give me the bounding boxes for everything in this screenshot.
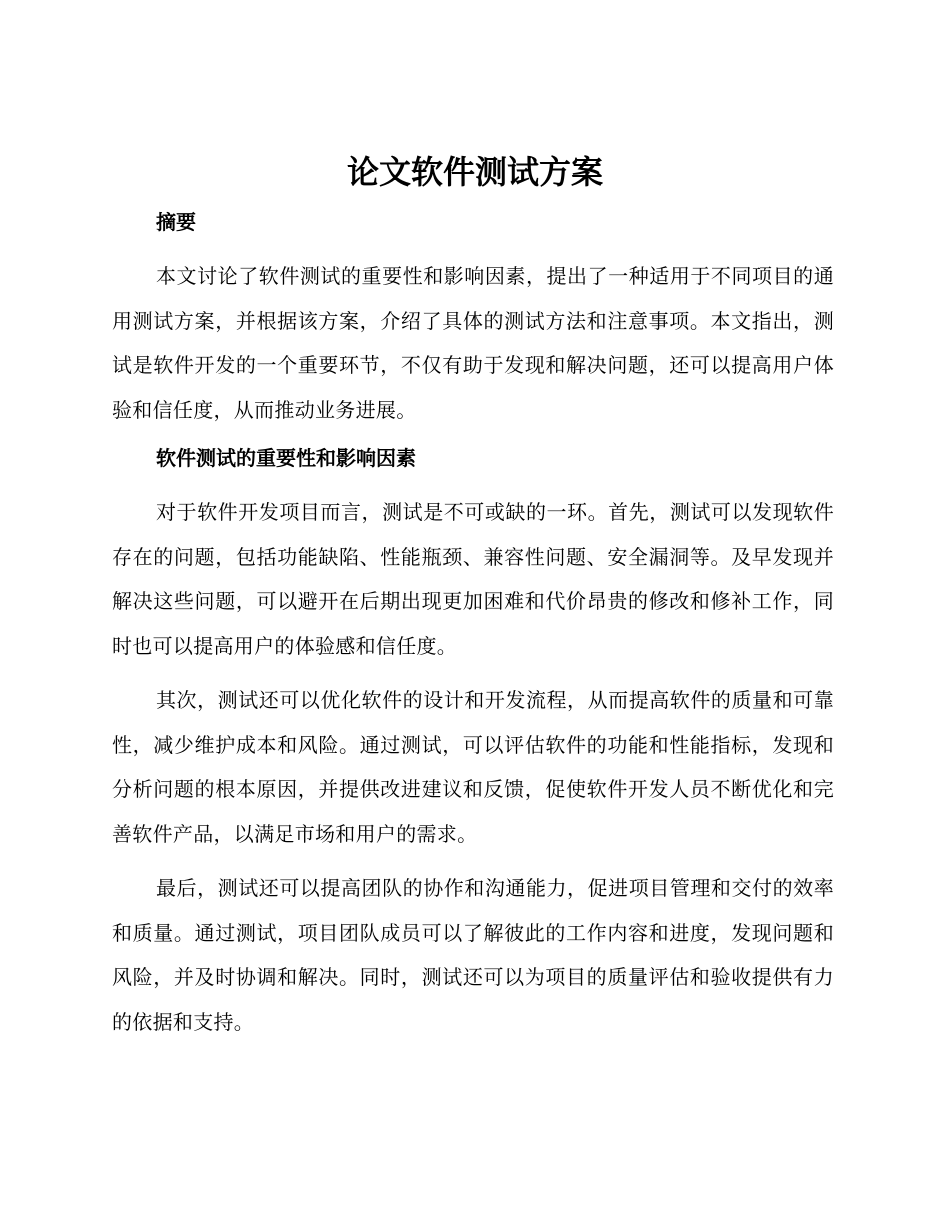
section-heading-importance: 软件测试的重要性和影响因素 — [156, 446, 416, 470]
section-abstract — [112, 204, 834, 432]
document-title: 论文软件测试方案 — [346, 153, 603, 191]
document-body — [112, 204, 834, 1054]
section-importance — [112, 440, 834, 1044]
paragraph-abstract: 本文讨论了软件测试的重要性和影响因素，提出了一种适用于不同项目的通用测试方案，并根据该方案，介绍了具体的测试方法和注意事项。本文指出，测试是软件开发的一个重要环节，不仅有助于发现和解决问题，还可以提高用户体验和信任度，从而推动业务进展。 — [112, 264, 834, 422]
paragraph-importance-3: 最后，测试还可以提高团队的协作和沟通能力，促进项目管理和交付的效率和质量。通过测试，项目团队成员可以了解彼此的工作内容和进度，发现问题和风险，并及时协调和解决。同时，测试还可以为项目的质量评估和验收提供有力的依据和支持。 — [112, 876, 834, 1034]
paragraph-importance-2: 其次，测试还可以优化软件的设计和开发流程，从而提高软件的质量和可靠性，减少维护成本和风险。通过测试，可以评估软件的功能和性能指标，发现和分析问题的根本原因，并提供改进建议和反馈，促使软件开发人员不断优化和完善软件产品，以满足市场和用户的需求。 — [112, 688, 834, 846]
paragraph-importance-1: 对于软件开发项目而言，测试是不可或缺的一环。首先，测试可以发现软件存在的问题，包括功能缺陷、性能瓶颈、兼容性问题、安全漏洞等。及早发现并解决这些问题，可以避开在后期出现更加困难和代价昂贵的修改和修补工作，同时也可以提高用户的体验感和信任度。 — [112, 500, 834, 658]
section-heading-abstract: 摘要 — [156, 210, 196, 234]
